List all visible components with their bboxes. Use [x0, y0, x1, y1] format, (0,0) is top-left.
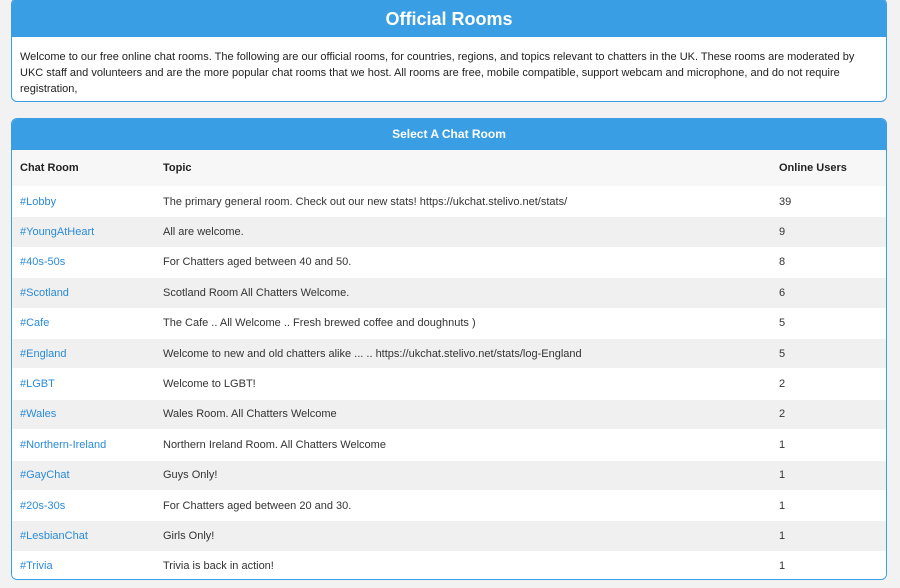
users-cell: 1 [771, 521, 886, 551]
users-cell: 5 [771, 308, 886, 338]
room-cell [12, 490, 155, 520]
room-cell [12, 187, 155, 217]
room-cell [12, 369, 155, 399]
table-row [12, 187, 886, 217]
users-cell: 1 [771, 490, 886, 520]
users-cell: 2 [771, 369, 886, 399]
header-online-users: Online Users [771, 150, 886, 187]
room-link-trivia[interactable]: #Trivia [20, 560, 53, 573]
room-link-wales[interactable]: #Wales [20, 408, 57, 421]
table-row [12, 490, 886, 520]
topic-cell: Guys Only! [155, 460, 771, 490]
table-row [12, 551, 886, 580]
topic-cell: The primary general room. Check out our new stats! https://ukchat.stelivo.net/stats/ [155, 187, 771, 217]
topic-cell: Welcome to LGBT! [155, 369, 771, 399]
select-room-title: Select A Chat Room [12, 119, 886, 150]
room-link-youngatheart[interactable]: #YoungAtHeart [20, 226, 95, 239]
table-row [12, 308, 886, 338]
room-cell [12, 247, 155, 277]
table-row [12, 278, 886, 308]
room-link-gaychat[interactable]: #GayChat [20, 469, 70, 482]
users-cell: 1 [771, 551, 886, 580]
table-row [12, 460, 886, 490]
topic-cell: For Chatters aged between 40 and 50. [155, 247, 771, 277]
topic-cell: Welcome to new and old chatters alike ... .. https://ukchat.stelivo.net/stats/log-England [155, 338, 771, 368]
table-row [12, 430, 886, 460]
room-cell [12, 521, 155, 551]
room-link-lobby[interactable]: #Lobby [20, 195, 57, 208]
users-cell: 5 [771, 338, 886, 368]
header-topic: Topic [155, 150, 771, 187]
rooms-table [12, 150, 886, 580]
room-link-40s-50s[interactable]: #40s-50s [20, 256, 66, 269]
chat-rooms-panel [11, 118, 887, 580]
topic-cell: For Chatters aged between 20 and 30. [155, 490, 771, 520]
official-rooms-title: Official Rooms [12, 0, 886, 37]
room-link-england[interactable]: #England [20, 347, 67, 360]
room-link-lesbianchat[interactable]: #LesbianChat [20, 529, 88, 542]
room-cell [12, 551, 155, 580]
table-row [12, 247, 886, 277]
room-link-20s-30s[interactable]: #20s-30s [20, 499, 66, 512]
room-cell [12, 338, 155, 368]
topic-cell: All are welcome. [155, 217, 771, 247]
users-cell: 1 [771, 460, 886, 490]
topic-cell: Scotland Room All Chatters Welcome. [155, 278, 771, 308]
topic-cell: The Cafe .. All Welcome .. Fresh brewed coffee and doughnuts ) [155, 308, 771, 338]
room-cell [12, 308, 155, 338]
users-cell: 8 [771, 247, 886, 277]
header-chat-room: Chat Room [12, 150, 155, 187]
room-cell [12, 460, 155, 490]
table-row [12, 217, 886, 247]
official-rooms-panel [11, 0, 887, 102]
intro-text: Welcome to our free online chat rooms. The following are our official rooms, for countries, regions, and topics relevant to chatters in the UK. These rooms are moderated by UKC staff and volunteers and are the more popular chat rooms that we host. All rooms are free, mobile compatible, support webcam and microphone, and do not require registration, [20, 51, 855, 95]
topic-cell: Wales Room. All Chatters Welcome [155, 399, 771, 429]
users-cell: 1 [771, 430, 886, 460]
room-cell [12, 217, 155, 247]
table-header-row [12, 150, 886, 187]
room-link-scotland[interactable]: #Scotland [20, 286, 69, 299]
users-cell: 39 [771, 187, 886, 217]
room-link-cafe[interactable]: #Cafe [20, 317, 50, 330]
users-cell: 6 [771, 278, 886, 308]
room-cell [12, 430, 155, 460]
room-link-lgbt[interactable]: #LGBT [20, 378, 55, 391]
table-row [12, 338, 886, 368]
topic-cell: Northern Ireland Room. All Chatters Welcome [155, 430, 771, 460]
room-cell [12, 278, 155, 308]
table-row [12, 521, 886, 551]
room-link-northern-ireland[interactable]: #Northern-Ireland [20, 438, 107, 451]
users-cell: 9 [771, 217, 886, 247]
topic-cell: Girls Only! [155, 521, 771, 551]
table-row [12, 399, 886, 429]
table-row [12, 369, 886, 399]
room-cell [12, 399, 155, 429]
users-cell: 2 [771, 399, 886, 429]
topic-cell: Trivia is back in action! [155, 551, 771, 580]
